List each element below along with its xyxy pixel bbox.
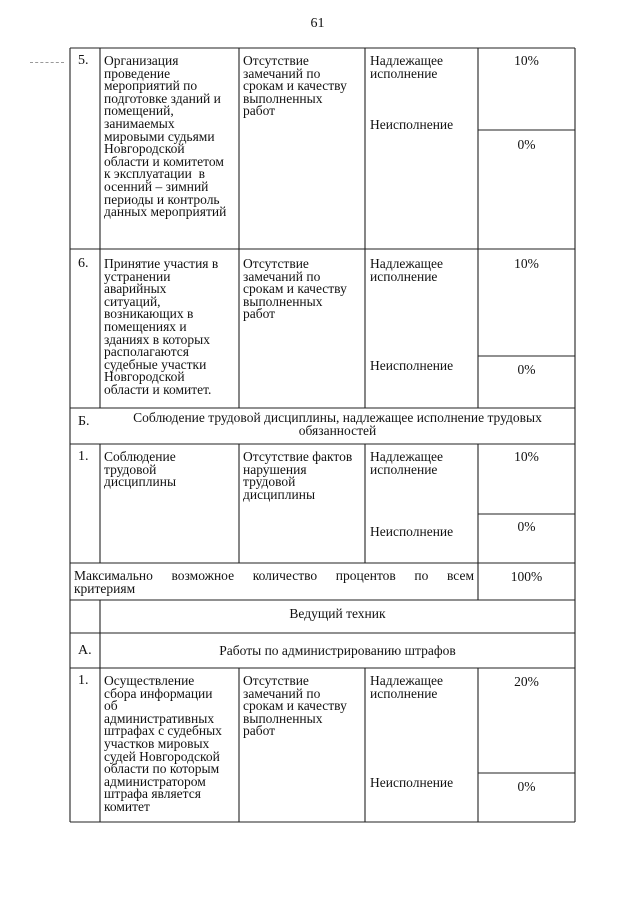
indicator-text: Отсутствие фактов нарушения трудовой дисциплины xyxy=(243,449,353,502)
evaluation-bad: Неисполнение xyxy=(370,117,454,132)
evaluation-bad: Неисполнение xyxy=(370,524,454,539)
max-criteria-value: 100% xyxy=(510,569,543,584)
evaluation-good: Надлежащее исполнение xyxy=(370,449,444,477)
percent-good: 10% xyxy=(514,449,539,464)
section-title: Соблюдение трудовой дисциплины, надлежащее исполнение трудовых обязанностей xyxy=(133,410,542,438)
criterion-text: Принятие участия в устранении аварийных ситуаций, возникающих в помещениях и зданиях в которых располагаются судебные участки Новгородской области и комитет. xyxy=(104,256,219,397)
percent-good: 10% xyxy=(514,53,539,68)
criterion-text: Организация проведение мероприятий по подготовке зданий и помещений, занимаемых мировыми судьями Новгородской области и комитетом к эксплуатации в осенний – зимний периоды и контроль данных мероприятий xyxy=(104,53,227,220)
criterion-text: Соблюдение трудовой дисциплины xyxy=(104,449,177,490)
row-number: 6. xyxy=(78,256,89,271)
row-number: 1. xyxy=(78,673,89,688)
indicator-text: Отсутствие замечаний по срокам и качеству выполненных работ xyxy=(243,256,347,322)
criterion-text: Осуществление сбора информации об административных штрафах с судебных участков мировых судей Новгородской области по которым администратором штрафа является комитет xyxy=(104,673,222,814)
percent-bad: 0% xyxy=(517,519,536,534)
position-title: Ведущий техник xyxy=(289,606,386,621)
percent-bad: 0% xyxy=(517,137,536,152)
evaluation-good: Надлежащее исполнение xyxy=(370,53,444,81)
max-criteria-line2: критериям xyxy=(74,581,136,596)
indicator-text: Отсутствие замечаний по срокам и качеству выполненных работ xyxy=(243,53,347,119)
percent-bad: 0% xyxy=(517,779,536,794)
section-letter: А. xyxy=(78,643,92,658)
evaluation-bad: Неисполнение xyxy=(370,775,454,790)
row-number: 5. xyxy=(78,53,89,68)
percent-good: 20% xyxy=(514,674,539,689)
evaluation-good: Надлежащее исполнение xyxy=(370,256,444,284)
percent-bad: 0% xyxy=(517,362,536,377)
percent-good: 10% xyxy=(514,256,539,271)
indicator-text: Отсутствие замечаний по срокам и качеству выполненных работ xyxy=(243,673,347,739)
page-number: 61 xyxy=(310,16,325,31)
section-title: Работы по администрированию штрафов xyxy=(219,643,456,658)
row-number: 1. xyxy=(78,449,89,464)
section-letter: Б. xyxy=(78,414,90,429)
evaluation-bad: Неисполнение xyxy=(370,358,454,373)
evaluation-good: Надлежащее исполнение xyxy=(370,673,444,701)
max-criteria-line1: Максимально возможное количество процентов по всем xyxy=(74,568,474,583)
